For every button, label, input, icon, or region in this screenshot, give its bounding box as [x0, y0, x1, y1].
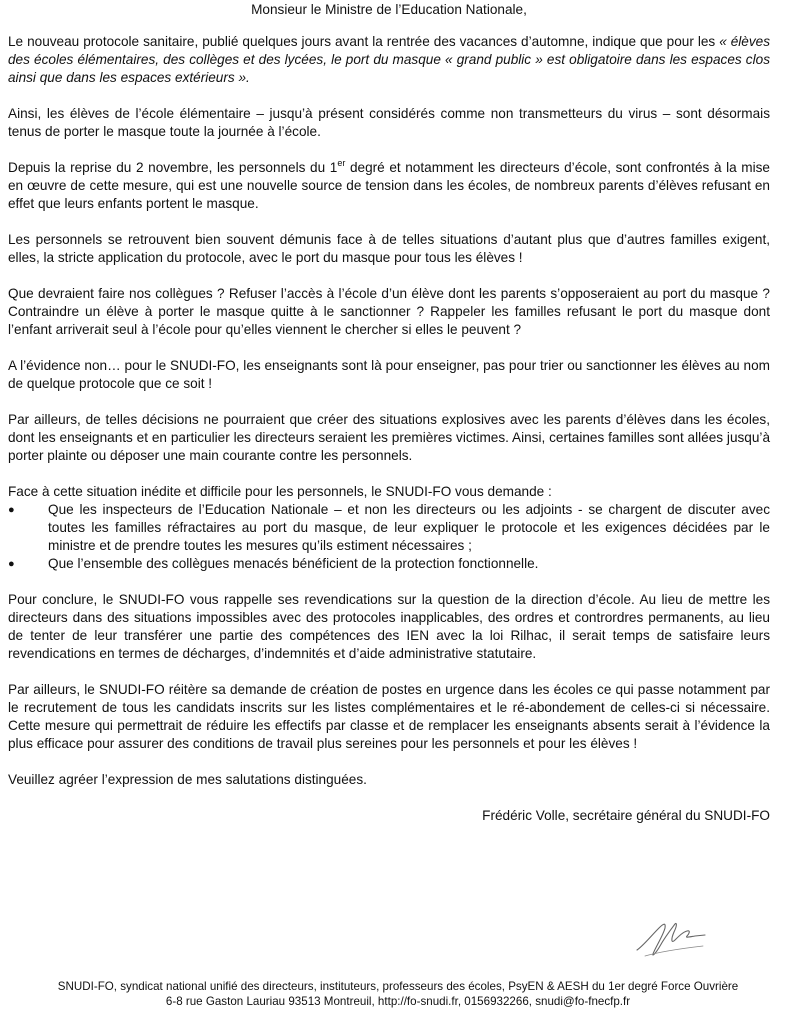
bullet-icon: ● [8, 504, 15, 516]
closing-formula: Veuillez agréer l’expression de mes salutations distinguées. [8, 772, 367, 787]
ordinal-superscript: er [337, 158, 346, 168]
paragraph-reprise-start: Depuis la reprise du 2 novembre, les personnels du 1 [8, 160, 338, 175]
bullet-icon: ● [8, 558, 15, 570]
demand-text: Que l’ensemble des collègues menacés bénéficient de la protection fonctionnelle. [48, 556, 539, 571]
paragraph-protocol-text: Le nouveau protocole sanitaire, publié quelques jours avant la rentrée des vacances d’automne, indique que pour les [8, 34, 720, 49]
paragraph-protocol [8, 33, 770, 87]
demands-list [8, 501, 770, 573]
footer [0, 979, 796, 1009]
paragraph-explosive: Par ailleurs, de telles décisions ne pourraient que créer des situations explosives avec les parents d’élèves dans les écoles, dont les enseignants et en particulier les directeurs seraient les premières victimes. Ainsi, certaines familles sont allées jusqu’à porter plainte ou déposer une main courante contre les personnels. [8, 412, 770, 463]
paragraph-elementary: Ainsi, les élèves de l’école élémentaire – jusqu’à présent considérés comme non transmetteurs du virus – sont désormais tenus de porter le masque toute la journée à l’école. [8, 106, 770, 139]
paragraph-personnels: Les personnels se retrouvent bien souvent démunis face à de telles situations d’autant plus que d’autres familles exigent, elles, la stricte application du protocole, avec le port du masque pour tous les élèves ! [8, 232, 770, 265]
paragraph-evidence: A l’évidence non… pour le SNUDI-FO, les enseignants sont là pour enseigner, pas pour trier ou sanctionner les élèves au nom de quelque protocole que ce soit ! [8, 358, 770, 391]
protocol-quote: « élèves des écoles élémentaires, des collèges et des lycées, le port du masque « grand public » est obligatoire dans les espaces clos ainsi que dans les espaces extérieurs ». [8, 34, 770, 85]
paragraph-reprise [8, 159, 770, 213]
signatory: Frédéric Volle, secrétaire général du SNUDI-FO [482, 808, 770, 823]
paragraph-questions: Que devraient faire nos collègues ? Refuser l’accès à l’école d’un élève dont les parents s’opposeraient au port du masque ? Contraindre un élève à porter le masque quitte à le sanctionner ? Rappeler les familles refusant le port du masque dont l’enfant arriverait seul à l’école pour qu’elles viennent le chercher si elles le peuvent ? [8, 286, 770, 337]
letter-body [8, 0, 770, 825]
list-item [8, 501, 770, 555]
paragraph-reprise-end: degré et notamment les directeurs d’école, sont confrontés à la mise en œuvre de cette mesure, qui est une nouvelle source de tension dans les écoles, de nombreux parents d’élèves refusant en effet que leurs enfants portent le masque. [8, 160, 770, 211]
salutation: Monsieur le Ministre de l’Education Nationale, [251, 2, 527, 17]
footer-organization: SNUDI-FO, syndicat national unifié des directeurs, instituteurs, professeurs des écoles, PsyEN & AESH du 1er degré Force Ouvrière [57, 980, 739, 993]
list-item [8, 555, 770, 573]
handwritten-signature [625, 906, 715, 964]
footer-contact: 6-8 rue Gaston Lauriau 93513 Montreuil, http://fo-snudi.fr, 0156932266, snudi@fo-fnecfp.fr [165, 995, 631, 1008]
paragraph-postes: Par ailleurs, le SNUDI-FO réitère sa demande de création de postes en urgence dans les écoles ce qui passe notamment par le recrutement de tous les candidats inscrits sur les listes complémentaires et le ré-abondement de celles-ci si nécessaire. Cette mesure qui permettrait de réduire les effectifs par classe et de remplacer les enseignants absents serait à l’évidence la plus efficace pour assurer des conditions de travail plus sereines pour les personnels et pour les élèves ! [8, 682, 770, 751]
paragraph-demands-intro: Face à cette situation inédite et difficile pour les personnels, le SNUDI-FO vous demande : [8, 484, 552, 499]
demand-text: Que les inspecteurs de l’Education Nationale – et non les directeurs ou les adjoints - se chargent de discuter avec toutes les familles réfractaires au port du masque, de leur expliquer le protocole et les exigences décidées par le ministre et de prendre toutes les mesures qu’ils estiment nécessaires ; [48, 502, 770, 553]
paragraph-conclusion: Pour conclure, le SNUDI-FO vous rappelle ses revendications sur la question de la direction d’école. Au lieu de mettre les directeurs dans des situations impossibles avec des protocoles inapplicables, des ordres et contrordres permanents, au lieu de tenter de leur transférer une partie des compétences des IEN avec la loi Rilhac, il serait temps de satisfaire leurs revendications en termes de décharges, d’indemnités et d’aide administrative statutaire. [8, 592, 770, 661]
